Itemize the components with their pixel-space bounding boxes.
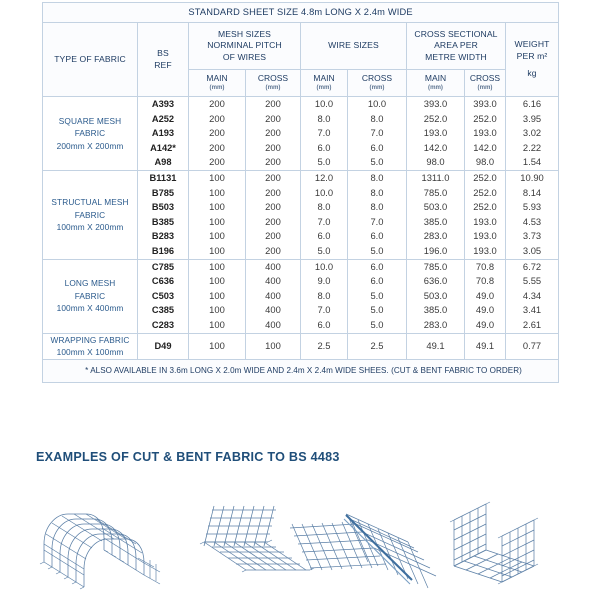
fabric-type-label-line1: SQUARE MESH xyxy=(58,115,122,126)
mesh-cross-value: 100 xyxy=(265,339,281,351)
mesh-main-value: 100 xyxy=(209,275,225,287)
cell-mesh-main xyxy=(189,259,246,333)
cell-wire-main xyxy=(301,170,348,259)
weight-value: 4.53 xyxy=(522,215,542,227)
area-cross-value: 193.0 xyxy=(473,215,497,227)
bs-ref-value: A393 xyxy=(151,99,175,109)
wire-main-value: 2.5 xyxy=(317,339,331,351)
area-main-value: 193.0 xyxy=(423,127,448,139)
area-main-value: 196.0 xyxy=(423,244,448,256)
wire-main-value: 8.0 xyxy=(317,112,331,124)
mesh-main-value: 100 xyxy=(209,244,225,256)
cell-area-cross xyxy=(465,259,506,333)
arch-bent-mesh-svg xyxy=(38,488,183,596)
fabric-type-label-line1: WRAPPING FABRIC xyxy=(50,334,130,345)
subheader-mesh-cross-label: CROSS xyxy=(257,73,289,83)
wire-cross-value: 5.0 xyxy=(370,318,384,330)
fabric-type-label xyxy=(43,97,138,171)
bs-ref-value: B196 xyxy=(151,245,175,256)
bs-ref-value: A252 xyxy=(151,113,175,124)
wire-cross-value: 2.5 xyxy=(370,339,384,351)
area-cross-value: 193.0 xyxy=(473,244,497,256)
cell-area-main xyxy=(407,259,465,333)
cell-wire-main xyxy=(301,97,348,171)
wire-cross-value: 8.0 xyxy=(370,112,384,124)
cell-wire-cross xyxy=(348,259,407,333)
bs-ref-value: B785 xyxy=(151,187,175,198)
header-mesh-sizes-line2: NORMINAL PITCH xyxy=(207,40,282,51)
cell-mesh-cross xyxy=(246,97,301,171)
weight-value: 4.34 xyxy=(522,289,542,301)
folded-flat-mesh-figure xyxy=(286,488,446,596)
subheader-mesh-main-unit: (mm) xyxy=(209,84,225,91)
mesh-cross-value: 400 xyxy=(265,304,281,316)
wire-cross-value: 7.0 xyxy=(370,215,384,227)
bs-ref-value: B283 xyxy=(151,231,175,242)
subheader-area-main-unit: (mm) xyxy=(428,84,443,91)
cell-bs-ref xyxy=(138,259,189,333)
fabric-type-label-line1: LONG MESH xyxy=(64,278,116,289)
fabric-type-label-line1: STRUCTUAL MESH xyxy=(51,197,129,207)
weight-value: 0.77 xyxy=(522,339,542,351)
header-cross-sectional-area xyxy=(407,23,506,70)
header-cross-area-line3: METRE WIDTH xyxy=(425,51,487,62)
header-weight-line2: PER m² xyxy=(516,50,548,61)
area-cross-value: 393.0 xyxy=(473,98,497,109)
header-bs-ref-line1: BS xyxy=(157,47,169,58)
header-weight-per-m2 xyxy=(506,23,559,97)
weight-value: 5.55 xyxy=(522,275,542,287)
cell-area-main xyxy=(407,97,465,171)
cell-area-cross xyxy=(465,333,506,359)
header-weight-unit: kg xyxy=(527,68,537,79)
header-bs-ref xyxy=(138,23,189,97)
area-main-value: 385.0 xyxy=(423,304,448,316)
wire-main-value: 10.0 xyxy=(314,98,334,109)
wire-main-value: 8.0 xyxy=(317,201,331,213)
area-cross-value: 252.0 xyxy=(473,201,497,213)
wire-main-value: 7.0 xyxy=(317,127,331,139)
area-cross-value: 49.0 xyxy=(475,318,495,330)
wire-main-value: 7.0 xyxy=(317,304,331,316)
header-bs-ref-line2: REF xyxy=(154,59,172,70)
header-type-of-fabric: TYPE OF FABRIC xyxy=(43,23,138,97)
wire-main-value: 10.0 xyxy=(314,186,334,198)
u-channel-bent-mesh-figure xyxy=(440,488,590,596)
mesh-main-value: 100 xyxy=(209,289,225,301)
fabric-group-row xyxy=(43,97,559,171)
cell-bs-ref xyxy=(138,97,189,171)
fabric-type-label-line3: 100mm X 200mm xyxy=(56,222,124,232)
area-main-value: 252.0 xyxy=(423,112,448,124)
cell-weight xyxy=(506,333,559,359)
cell-weight xyxy=(506,259,559,333)
mesh-main-value: 200 xyxy=(209,98,225,109)
cell-mesh-cross xyxy=(246,259,301,333)
wire-main-value: 6.0 xyxy=(317,141,331,153)
wire-cross-value: 6.0 xyxy=(370,275,384,287)
mesh-main-value: 100 xyxy=(209,339,225,351)
wire-cross-value: 8.0 xyxy=(370,186,384,198)
cell-weight xyxy=(506,170,559,259)
weight-value: 3.73 xyxy=(522,230,542,242)
weight-value: 3.02 xyxy=(522,127,542,139)
fabric-type-label xyxy=(43,259,138,333)
mesh-main-value: 100 xyxy=(209,260,225,272)
subheader-wire-main-label: MAIN xyxy=(313,73,335,83)
fabric-type-label-line3: 100mm X 400mm xyxy=(56,303,124,314)
bs-ref-value: A142* xyxy=(150,142,176,153)
fabric-specification-table-container xyxy=(42,2,558,383)
fabric-group-row xyxy=(43,170,559,259)
mesh-cross-value: 200 xyxy=(265,141,281,153)
mesh-main-value: 100 xyxy=(209,171,225,183)
arch-bent-mesh-figure xyxy=(38,488,183,596)
bs-ref-value: B503 xyxy=(151,202,175,213)
wire-main-value: 10.0 xyxy=(314,260,334,272)
weight-value: 3.05 xyxy=(522,244,542,256)
fabric-group-row xyxy=(43,333,559,359)
fabric-type-label-line2: FABRIC xyxy=(74,128,106,139)
fabric-type-label xyxy=(43,333,138,359)
mesh-cross-value: 200 xyxy=(265,215,281,227)
mesh-cross-value: 400 xyxy=(265,289,281,301)
standard-sheet-size-banner: STANDARD SHEET SIZE 4.8m LONG X 2.4m WIDE xyxy=(43,3,559,23)
area-cross-value: 252.0 xyxy=(473,186,497,198)
area-main-value: 283.0 xyxy=(423,230,448,242)
fabric-group-row xyxy=(43,259,559,333)
mesh-cross-value: 200 xyxy=(265,186,281,198)
wire-cross-value: 7.0 xyxy=(370,127,384,139)
u-channel-bent-mesh-svg xyxy=(440,488,590,596)
weight-value: 2.22 xyxy=(522,141,542,153)
area-main-value: 385.0 xyxy=(423,215,448,227)
mesh-cross-value: 200 xyxy=(265,98,281,109)
mesh-main-value: 100 xyxy=(209,201,225,213)
cell-weight xyxy=(506,97,559,171)
wire-cross-value: 5.0 xyxy=(370,304,384,316)
mesh-main-value: 200 xyxy=(209,141,225,153)
area-cross-value: 252.0 xyxy=(473,112,497,124)
area-cross-value: 193.0 xyxy=(473,127,497,139)
wire-cross-value: 8.0 xyxy=(370,171,384,183)
bs-ref-value: C283 xyxy=(151,319,175,330)
mesh-main-value: 100 xyxy=(209,230,225,242)
cell-wire-main xyxy=(301,333,348,359)
mesh-main-value: 200 xyxy=(209,112,225,124)
mesh-cross-value: 200 xyxy=(265,230,281,242)
subheader-area-cross xyxy=(465,70,506,97)
weight-value: 3.41 xyxy=(522,304,542,316)
bs-ref-value: B1131 xyxy=(149,172,177,183)
subheader-area-cross-label: CROSS xyxy=(469,73,501,83)
wire-main-value: 7.0 xyxy=(317,215,331,227)
subheader-mesh-cross xyxy=(246,70,301,97)
bs-ref-value: D49 xyxy=(154,340,172,351)
cell-bs-ref xyxy=(138,333,189,359)
area-main-value: 785.0 xyxy=(423,260,448,272)
area-cross-value: 70.8 xyxy=(475,260,495,272)
mesh-main-value: 200 xyxy=(209,127,225,139)
wire-cross-value: 5.0 xyxy=(370,156,384,168)
mesh-cross-value: 400 xyxy=(265,275,281,287)
weight-value: 2.61 xyxy=(522,318,542,330)
area-cross-value: 49.1 xyxy=(475,339,495,351)
wire-main-value: 6.0 xyxy=(317,230,331,242)
wire-cross-value: 6.0 xyxy=(370,230,384,242)
wire-main-value: 8.0 xyxy=(317,289,331,301)
weight-value: 10.90 xyxy=(520,171,544,183)
cell-mesh-main xyxy=(189,170,246,259)
cell-mesh-main xyxy=(189,97,246,171)
mesh-main-value: 200 xyxy=(209,156,225,168)
subheader-mesh-main-label: MAIN xyxy=(206,73,228,83)
cell-wire-main xyxy=(301,259,348,333)
availability-footnote: * ALSO AVAILABLE IN 3.6m LONG X 2.0m WIDE AND 2.4m X 2.4m WIDE SHEES. (CUT & BENT FABRIC TO ORDER) xyxy=(43,359,559,382)
subheader-mesh-main xyxy=(189,70,246,97)
header-cross-area-line2: AREA PER xyxy=(434,40,478,51)
subheader-wire-main xyxy=(301,70,348,97)
mesh-cross-value: 200 xyxy=(265,201,281,213)
mesh-main-value: 100 xyxy=(209,318,225,330)
bs-ref-value: A98 xyxy=(154,157,172,168)
examples-heading: EXAMPLES OF CUT & BENT FABRIC TO BS 4483 xyxy=(36,450,340,464)
wire-main-value: 5.0 xyxy=(317,156,331,168)
cell-area-cross xyxy=(465,170,506,259)
weight-value: 6.72 xyxy=(522,260,542,272)
weight-value: 1.54 xyxy=(522,156,542,168)
table-footnote-row xyxy=(43,359,559,382)
wire-cross-value: 8.0 xyxy=(370,201,384,213)
area-cross-value: 49.0 xyxy=(475,304,495,316)
mesh-main-value: 100 xyxy=(209,304,225,316)
subheader-area-cross-unit: (mm) xyxy=(477,84,493,91)
mesh-cross-value: 200 xyxy=(265,127,281,139)
table-banner-row xyxy=(43,3,559,23)
wire-cross-value: 10.0 xyxy=(367,98,387,109)
area-main-value: 98.0 xyxy=(426,156,445,168)
area-cross-value: 70.8 xyxy=(475,275,495,287)
weight-value: 5.93 xyxy=(522,201,542,213)
subheader-mesh-cross-unit: (mm) xyxy=(265,84,281,91)
mesh-cross-value: 200 xyxy=(265,171,281,183)
cell-mesh-cross xyxy=(246,333,301,359)
cell-bs-ref xyxy=(138,170,189,259)
subheader-wire-cross-label: CROSS xyxy=(361,73,393,83)
subheader-area-main xyxy=(407,70,465,97)
mesh-cross-value: 200 xyxy=(265,112,281,124)
mesh-cross-value: 200 xyxy=(265,244,281,256)
cell-area-main xyxy=(407,333,465,359)
area-cross-value: 193.0 xyxy=(473,230,497,242)
fabric-type-label xyxy=(43,170,138,259)
mesh-main-value: 100 xyxy=(209,215,225,227)
bs-ref-value: C636 xyxy=(151,276,175,287)
area-main-value: 283.0 xyxy=(423,318,448,330)
subheader-area-main-label: MAIN xyxy=(424,73,447,83)
fabric-type-label-line2: FABRIC xyxy=(74,290,106,301)
area-cross-value: 252.0 xyxy=(473,171,497,183)
mesh-cross-value: 200 xyxy=(265,156,281,168)
cell-wire-cross xyxy=(348,97,407,171)
cell-area-cross xyxy=(465,97,506,171)
fabric-type-label-line3: 200mm X 200mm xyxy=(56,140,124,151)
cell-area-main xyxy=(407,170,465,259)
bs-ref-value: B385 xyxy=(151,216,175,227)
area-main-value: 1311.0 xyxy=(421,171,450,183)
header-mesh-sizes-line1: MESH SIZES xyxy=(217,28,272,39)
mesh-cross-value: 400 xyxy=(265,260,281,272)
subheader-wire-cross xyxy=(348,70,407,97)
mesh-cross-value: 400 xyxy=(265,318,281,330)
cell-mesh-main xyxy=(189,333,246,359)
wire-main-value: 5.0 xyxy=(317,244,331,256)
header-wire-sizes: WIRE SIZES xyxy=(301,23,407,70)
wire-main-value: 6.0 xyxy=(317,318,331,330)
bs-ref-value: C385 xyxy=(151,305,175,316)
area-cross-value: 98.0 xyxy=(475,156,495,168)
wire-cross-value: 6.0 xyxy=(370,141,384,153)
header-mesh-sizes xyxy=(189,23,301,70)
subheader-wire-cross-unit: (mm) xyxy=(369,84,385,91)
area-main-value: 49.1 xyxy=(426,339,445,351)
area-main-value: 503.0 xyxy=(423,201,448,213)
fabric-type-label-line2: FABRIC xyxy=(74,209,106,220)
area-main-value: 503.0 xyxy=(423,289,448,301)
header-weight-line1: WEIGHT xyxy=(514,39,550,50)
area-cross-value: 142.0 xyxy=(473,141,497,153)
weight-value: 6.16 xyxy=(522,98,542,109)
folded-flat-mesh-svg xyxy=(286,488,446,596)
area-main-value: 393.0 xyxy=(423,98,448,109)
table-header-group-row xyxy=(43,23,559,70)
bs-ref-value: C785 xyxy=(151,261,175,272)
mesh-main-value: 100 xyxy=(209,186,225,198)
area-cross-value: 49.0 xyxy=(475,289,495,301)
cell-mesh-cross xyxy=(246,170,301,259)
subheader-wire-main-unit: (mm) xyxy=(316,84,332,91)
area-main-value: 636.0 xyxy=(423,275,448,287)
weight-value: 3.95 xyxy=(522,112,542,124)
header-mesh-sizes-line3: OF WIRES xyxy=(222,51,267,62)
fabric-specification-table xyxy=(42,2,559,383)
wire-cross-value: 6.0 xyxy=(370,260,384,272)
area-main-value: 142.0 xyxy=(423,141,448,153)
wire-cross-value: 5.0 xyxy=(370,289,384,301)
cell-wire-cross xyxy=(348,333,407,359)
wire-main-value: 12.0 xyxy=(314,171,334,183)
wire-main-value: 9.0 xyxy=(317,275,331,287)
weight-value: 8.14 xyxy=(522,186,542,198)
header-cross-area-line1: CROSS SECTIONAL xyxy=(414,28,498,39)
fabric-type-label-line2: 100mm X 100mm xyxy=(56,347,124,357)
cell-wire-cross xyxy=(348,170,407,259)
bs-ref-value: C503 xyxy=(151,290,175,301)
bs-ref-value: A193 xyxy=(151,128,175,139)
wire-cross-value: 5.0 xyxy=(370,244,384,256)
area-main-value: 785.0 xyxy=(423,186,448,198)
